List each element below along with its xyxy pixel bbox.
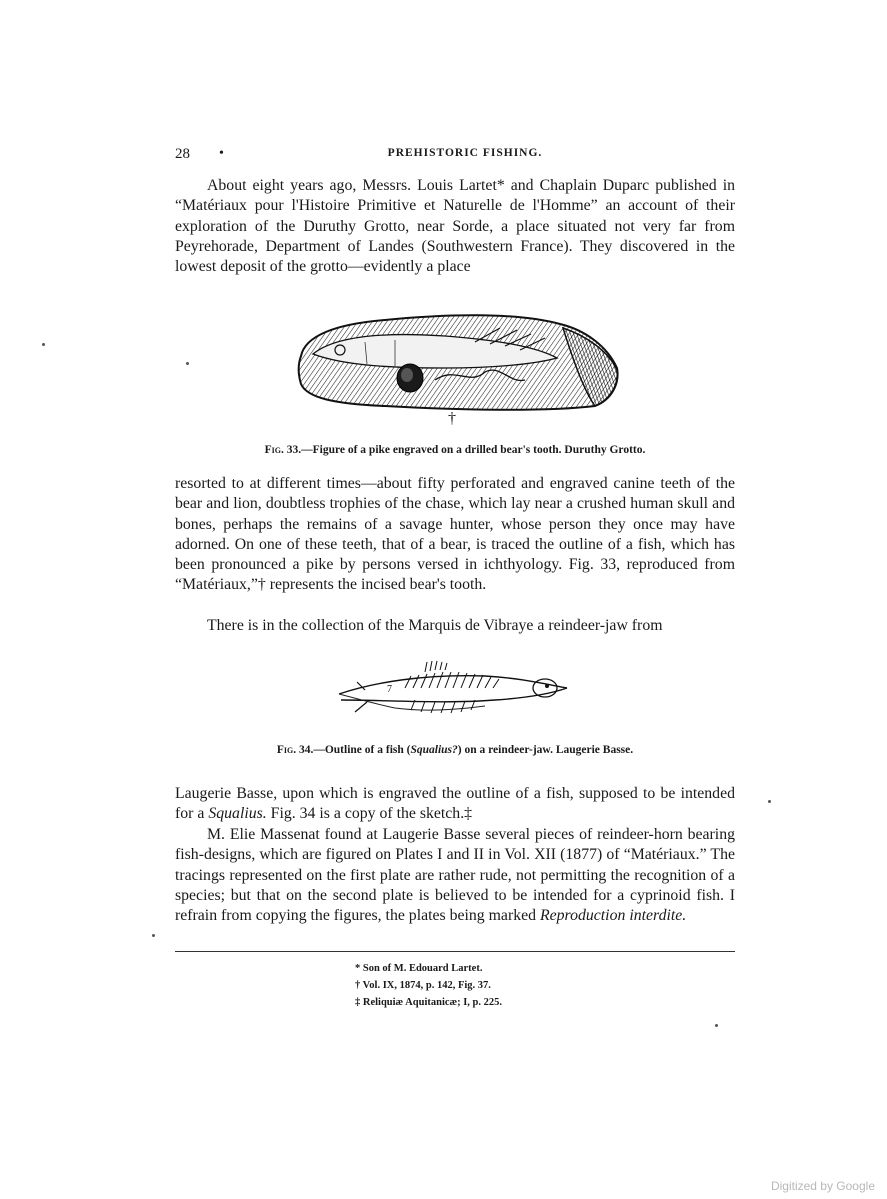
figure-34-caption-text-b: ) on a reindeer-jaw. Laugerie Basse.: [457, 744, 634, 756]
figure-33-caption: [175, 444, 735, 456]
paragraph-2: resorted to at different times—about fifty perforated and engraved canine teeth of the bear and lion, doubtless trophies of the chase, which lay near a crushed human skull and bones, perhaps the remains of a savage hunter, whose person they once may have adorned. On one of these teeth, that of a bear, is traced the outline of a fish, which has been pronounced a pike by persons versed in ichthyology. Fig. 33, reproduced from “Matériaux,”† represents the incised bear's tooth.: [175, 475, 735, 594]
figure-33-caption-text: —Figure of a pike engraved on a drilled bear's tooth. Duruthy Grotto.: [301, 444, 646, 456]
figure-34-caption: [175, 744, 735, 756]
paragraph-5-text: M. Elie Massenat found at Laugerie Basse several pieces of reindeer-horn bearing fish-designs, which are figured on Plates I and II in Vol. XII (1877) of “Matériaux.” The tracings represented on the first plate are rather rude, not permitting the recognition of a species; but that on the second plate is believed to be intended for a cyprinoid fish. I refrain from copying the figures, the plates being marked: [175, 826, 735, 925]
page-number: 28: [175, 146, 190, 162]
page-header: [175, 146, 735, 166]
scan-speck: [186, 362, 189, 365]
paragraph-3: There is in the collection of the Marquis de Vibraye a reindeer-jaw from: [207, 617, 663, 634]
header-bullet: •: [219, 146, 224, 161]
footnote-3: ‡ Reliquiæ Aquitanicæ; I, p. 225.: [355, 997, 503, 1008]
paragraph-4-italic: Squalius.: [208, 805, 267, 823]
figure-33-image: [295, 306, 625, 414]
footnote-1: * Son of M. Edouard Lartet.: [355, 963, 483, 974]
figure-34-caption-italic: Squalius?: [410, 744, 458, 756]
figure-33-mark: †: [448, 410, 456, 427]
svg-text:7: 7: [387, 684, 392, 695]
footnote-rule: [175, 951, 735, 952]
scan-speck: [152, 934, 155, 937]
watermark: Digitized by Google: [770, 1179, 875, 1193]
figure-34-label: Fig. 34.: [276, 744, 314, 756]
paragraph-1: About eight years ago, Messrs. Louis Lartet* and Chaplain Duparc published in “Matériaux pour l'Histoire Primitive et Naturelle de l'Homme” an account of their exploration of the Duruthy Grotto, near Sorde, a place situated not very far from Peyrehorade, Department of Landes (Southwestern France). They discovered in the lowest deposit of the grotto—evidently a place: [175, 177, 735, 276]
scan-speck: [715, 1024, 718, 1027]
paragraph-5: [175, 825, 735, 926]
figure-34-caption-text-a: —Outline of a fish (: [313, 744, 411, 756]
running-head: PREHISTORIC FISHING.: [387, 147, 543, 159]
fish-outline-illustration: [335, 660, 575, 720]
scan-speck: [42, 343, 45, 346]
footnote-2: † Vol. IX, 1874, p. 142, Fig. 37.: [355, 980, 491, 991]
paragraph-4: [175, 784, 735, 825]
footnotes: [355, 960, 615, 1011]
paragraph-4-text-b: Fig. 34 is a copy of the sketch.‡: [266, 805, 473, 823]
paragraph-5-italic: Reproduction interdite.: [539, 907, 687, 925]
figure-33-label: Fig. 33.: [264, 444, 302, 456]
paragraph-4-text-a: Laugerie Basse, upon which is engraved the outline of a fish, supposed to be intended for a: [175, 785, 735, 823]
bear-tooth-engraving-illustration: [295, 306, 625, 414]
figure-34-image: [335, 660, 575, 720]
scan-speck: [768, 800, 771, 803]
